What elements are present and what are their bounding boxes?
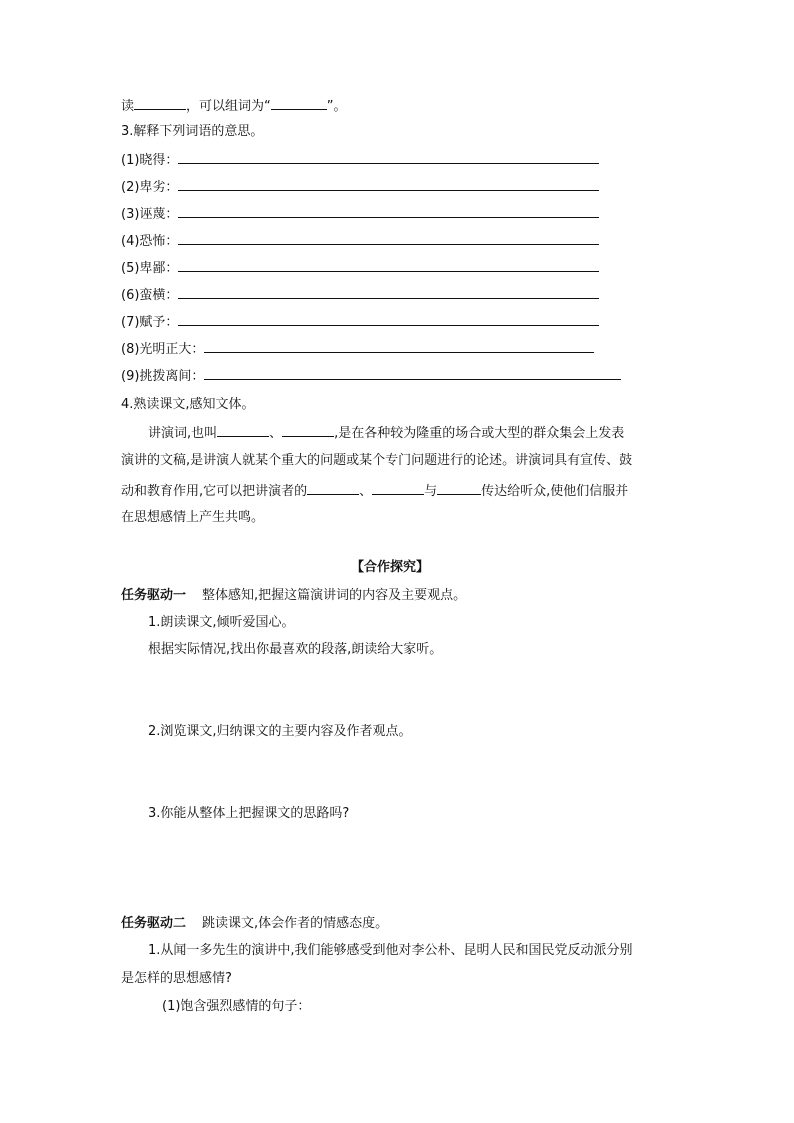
task-text: 跳读课文,体会作者的情感态度。 <box>202 916 389 931</box>
term-label: (4)恐怖： <box>121 234 179 249</box>
task-label: 任务驱动一 <box>121 588 187 603</box>
paragraph-line <box>121 482 628 500</box>
paragraph-line <box>148 424 624 442</box>
task-label: 任务驱动二 <box>121 916 187 931</box>
blank[interactable] <box>217 424 269 437</box>
task-text: 整体感知,把握这篇演讲词的内容及主要观点。 <box>202 588 467 603</box>
definition-item <box>121 259 599 277</box>
definition-item <box>121 205 599 223</box>
blank[interactable] <box>307 482 359 495</box>
term-label: (5)卑鄙： <box>121 261 179 276</box>
blank-reading[interactable] <box>134 97 186 110</box>
blank[interactable] <box>437 482 481 495</box>
text-run: ,是在各种较为隆重的场合或大型的群众集会上发表 <box>334 426 625 441</box>
question-4-heading: 4.熟读课文,感知文体。 <box>121 397 255 412</box>
task-1-question-3: 3.你能从整体上把握课文的思路吗? <box>148 806 350 821</box>
fill-in-line <box>121 97 347 115</box>
term-label: (7)赋予： <box>121 315 179 330</box>
question-3-heading: 3.解释下列词语的意思。 <box>121 124 264 139</box>
definition-item <box>121 232 599 250</box>
text-run: 讲演词,也叫 <box>148 426 218 441</box>
answer-line[interactable] <box>204 340 594 353</box>
text-run: 、 <box>269 426 283 441</box>
term-label: (6)蛮横： <box>121 288 179 303</box>
term-label: (1)晓得： <box>121 153 179 168</box>
task-2-question-1-cont: 是怎样的思想感情? <box>121 971 232 986</box>
task-1-question-1: 1.朗读课文,倾听爱国心。 <box>148 615 295 630</box>
prefix-text: 读 <box>121 99 135 114</box>
blank[interactable] <box>372 482 424 495</box>
answer-line[interactable] <box>204 367 621 380</box>
answer-line[interactable] <box>178 205 599 218</box>
task-2-question-1-sub: (1)饱含强烈感情的句子： <box>162 999 311 1014</box>
text-run: 、 <box>359 484 373 499</box>
definition-item <box>121 340 594 358</box>
text-run: 传达给听众,使他们信服并 <box>481 484 629 499</box>
text-run: 与 <box>424 484 438 499</box>
definition-item <box>121 313 599 331</box>
suffix-text: ”。 <box>326 99 347 114</box>
term-label: (9)挑拨离间： <box>121 369 205 384</box>
task-2-question-1: 1.从闻一多先生的演讲中,我们能够感受到他对李公朴、昆明人民和国民党反动派分别 <box>148 943 633 958</box>
answer-line[interactable] <box>178 313 599 326</box>
task-1-question-2: 2.浏览课文,归纳课文的主要内容及作者观点。 <box>148 724 412 739</box>
middle-text: ，可以组词为“ <box>186 99 271 114</box>
paragraph-line: 在思想感情上产生共鸣。 <box>121 510 265 525</box>
definition-item <box>121 151 599 169</box>
answer-line[interactable] <box>178 286 599 299</box>
task-1-question-1-sub: 根据实际情况,找出你最喜欢的段落,朗读给大家听。 <box>148 642 443 657</box>
answer-line[interactable] <box>178 178 599 191</box>
task-2-line <box>121 916 388 932</box>
answer-line[interactable] <box>178 151 599 164</box>
answer-line[interactable] <box>178 259 599 272</box>
definition-item <box>121 367 621 385</box>
blank[interactable] <box>282 424 334 437</box>
task-1-line <box>121 588 466 604</box>
answer-line[interactable] <box>178 232 599 245</box>
term-label: (3)诬蔑： <box>121 207 179 222</box>
text-run: 动和教育作用,它可以把讲演者的 <box>121 484 308 499</box>
section-title: 【合作探究】 <box>351 560 430 575</box>
term-label: (8)光明正大： <box>121 342 205 357</box>
definition-item <box>121 286 599 304</box>
term-label: (2)卑劣： <box>121 180 179 195</box>
paragraph-line: 演讲的文稿,是讲演人就某个重大的问题或某个专门问题进行的论述。讲演词具有宣传、鼓 <box>121 453 633 468</box>
blank-word[interactable] <box>271 97 327 110</box>
definition-item <box>121 178 599 196</box>
